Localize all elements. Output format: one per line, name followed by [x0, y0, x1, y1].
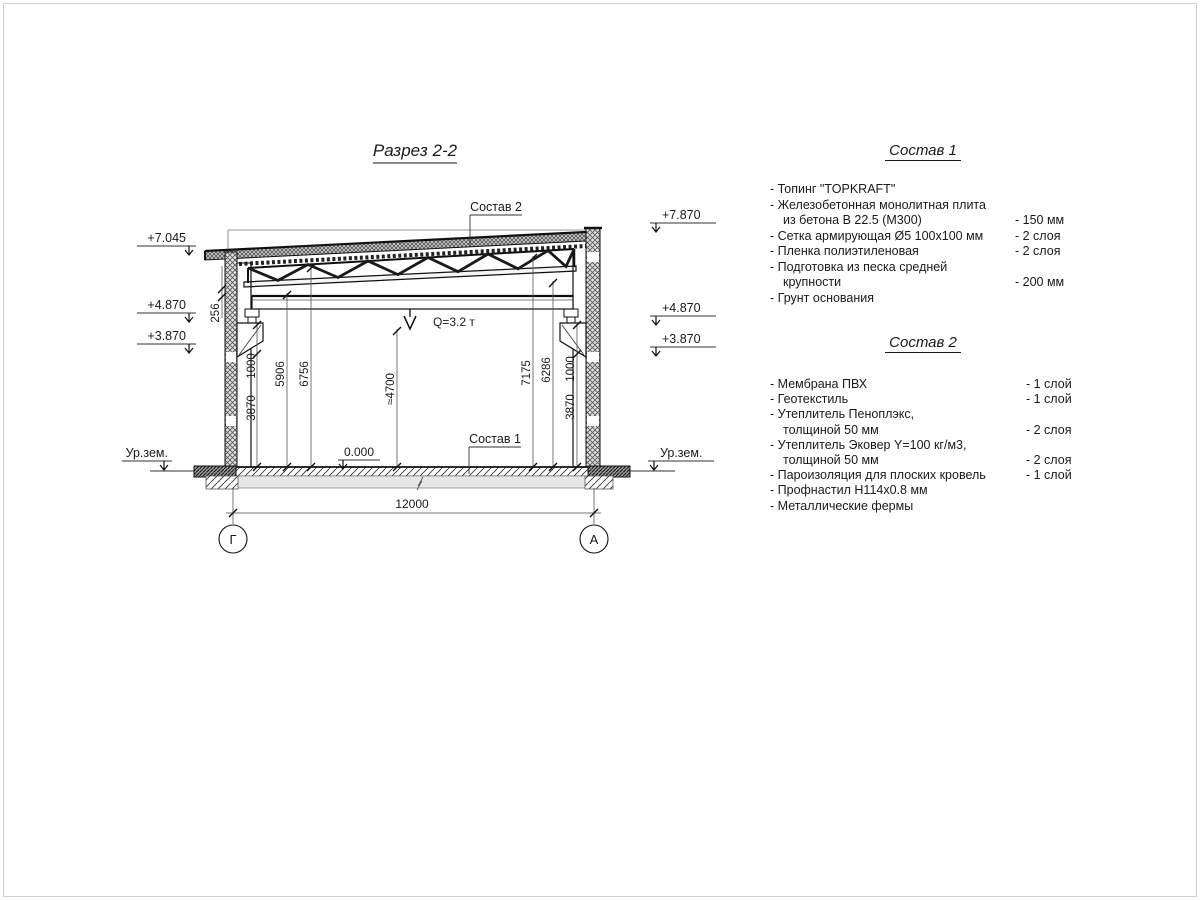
spec-item-text: - Утеплитель Пеноплэкс, — [770, 407, 915, 422]
span-dimension — [226, 488, 601, 524]
left-wall — [225, 252, 237, 470]
spec-row — [770, 392, 1106, 407]
section-title-text: Разрез 2-2 — [372, 141, 458, 160]
spec-item-text: - Металлические фермы — [770, 498, 914, 513]
spec-item-text: - Утеплитель Эковер Y=100 кг/м3, — [770, 437, 967, 452]
crane-beam — [252, 296, 573, 309]
drawing-title — [373, 141, 458, 163]
spec-item-text: - Пленка полиэтиленовая — [770, 244, 919, 258]
spec-item-text: из бетона В 22.5 (М300) — [783, 213, 922, 227]
spec-row — [770, 198, 1106, 214]
crane-hook-icon — [404, 309, 416, 329]
elev-right-roof: +7.870 — [662, 208, 701, 222]
spec-item-value: - 2 слоя — [1015, 228, 1061, 243]
spec-item-value: - 200 мм — [1015, 275, 1065, 289]
dim-left-1000: 1000 — [246, 353, 258, 379]
spec-item-text: - Геотекстиль — [770, 392, 849, 407]
right-foundation — [588, 466, 630, 477]
left-foundation — [194, 466, 236, 477]
spec-item-value: - 1 слой — [1026, 468, 1072, 483]
spec-item-text: - Мембрана ПВХ — [770, 377, 868, 391]
crane-capacity-label: Q=3.2 т — [433, 315, 475, 329]
floor-slab — [150, 466, 675, 490]
spec2-title: Состав 2 — [770, 334, 1106, 351]
elev-left-corbel: +3.870 — [147, 329, 186, 343]
spec-row — [770, 438, 1106, 453]
spec-item-value: - 1 слой — [1026, 392, 1072, 407]
spec-row — [770, 483, 1106, 498]
dim-6286: 6286 — [541, 357, 553, 383]
elev-zero: 0.000 — [344, 445, 375, 459]
spec-row — [770, 244, 1106, 260]
spec1-title: Состав 1 — [770, 142, 1106, 159]
spec-item-value: - 2 слоя — [1026, 422, 1072, 437]
spec-item-text: - Подготовка из песка средней — [770, 259, 948, 274]
axis-marker-left — [219, 525, 247, 553]
spec-block-sostav2 — [770, 334, 1106, 514]
spec-row — [770, 377, 1106, 392]
dim-span-12000: 12000 — [395, 497, 429, 511]
spec-item-text: - Профнастил Н114х0.8 мм — [770, 483, 928, 498]
spec-item-text: - Пароизоляция для плоских кровель — [770, 468, 986, 483]
dim-right-3870: 3870 — [565, 394, 577, 420]
zero-level-mark — [338, 445, 380, 469]
dim-4700: ≈4700 — [385, 373, 397, 405]
axis-label-left: Г — [229, 532, 237, 547]
sostav1-ref-label: Состав 1 — [469, 432, 521, 446]
spec-item-text: - Сетка армирующая Ø5 100x100 мм — [770, 228, 984, 243]
spec-item-text: - Грунт основания — [770, 290, 875, 305]
elev-right-ground: Ур.зем. — [660, 446, 703, 460]
spec-row — [770, 260, 1106, 276]
axis-label-right: А — [589, 532, 599, 547]
spec-item-value: - 150 мм — [1015, 213, 1065, 227]
spec1-rows — [770, 182, 1106, 306]
axis-marker-right — [580, 525, 608, 553]
spec-item-text: толщиной 50 мм — [783, 453, 879, 468]
spec-row — [770, 275, 1106, 291]
spec-row — [770, 182, 1106, 198]
dim-left-3870: 3870 — [246, 395, 258, 421]
dim-right-1000: 1000 — [565, 356, 577, 382]
spec-block-sostav1 — [770, 142, 1106, 306]
spec-item-value: - 2 слоя — [1015, 244, 1061, 258]
spec-item-text: крупности — [783, 275, 842, 289]
spec-row — [770, 499, 1106, 514]
spec-item-text: - Железобетонная монолитная плита — [770, 197, 986, 212]
dim-5906: 5906 — [275, 361, 287, 387]
elevation-marks-right — [648, 208, 716, 470]
elev-right-beam: +4.870 — [662, 301, 701, 315]
spec-row — [770, 423, 1106, 438]
spec-row — [770, 468, 1106, 483]
dim-256: 256 — [210, 303, 222, 323]
elev-left-beam: +4.870 — [147, 298, 186, 312]
dim-7175: 7175 — [521, 360, 533, 386]
spec-row — [770, 213, 1106, 229]
spec-row — [770, 453, 1106, 468]
spec-item-text: - Топинг "TOPKRAFT" — [770, 182, 896, 196]
spec-item-value: - 1 слой — [1026, 377, 1072, 391]
elev-right-corbel: +3.870 — [662, 332, 701, 346]
elev-left-roof: +7.045 — [147, 231, 186, 245]
elev-left-ground: Ур.зем. — [125, 446, 168, 460]
spec-item-value: - 2 слоя — [1026, 453, 1072, 468]
elevation-marks-left — [122, 231, 196, 470]
dim-6756: 6756 — [299, 361, 311, 387]
right-wall — [584, 228, 602, 470]
spec2-rows — [770, 377, 1106, 514]
dimension-labels — [210, 303, 577, 420]
spec-item-text: толщиной 50 мм — [783, 422, 879, 437]
spec-row — [770, 291, 1106, 307]
spec-row — [770, 407, 1106, 422]
sostav2-ref-label: Состав 2 — [470, 200, 522, 214]
spec-row — [770, 229, 1106, 245]
